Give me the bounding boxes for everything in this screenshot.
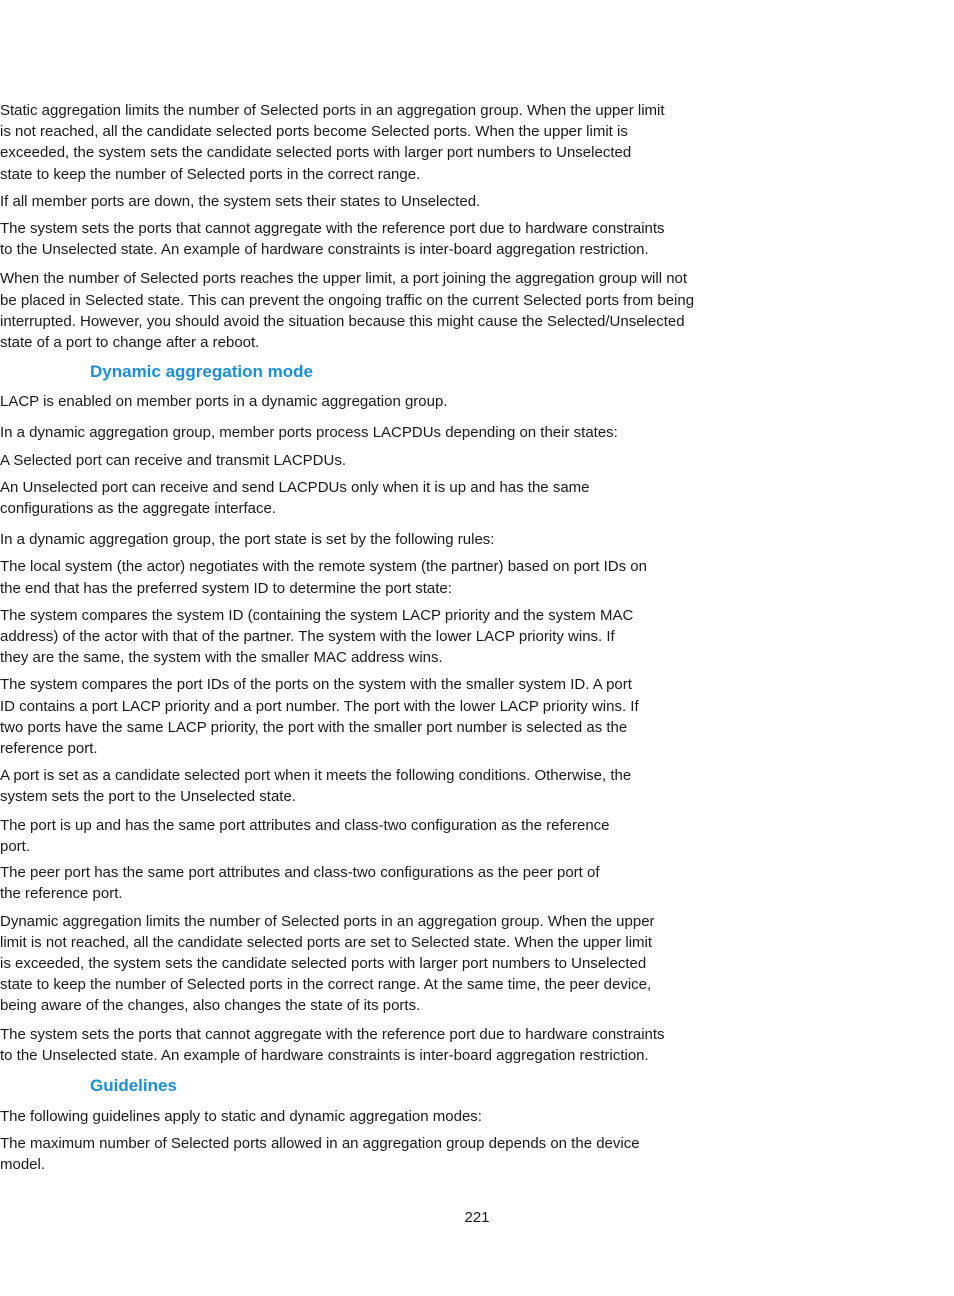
list-item: Static aggregation limits the number of Selected ports in an aggregation group. When the upper limit is not reached, all the candidate selected ports become Selected ports. When the upper limit is exceeded, the system sets the candidate selected ports with larger port numbers to Unselected state to keep the number of Selected ports in the correct range. [0,100,667,185]
paragraph: When the number of Selected ports reaches the upper limit, a port joining the aggregation group will not be placed in Selected state. This can prevent the ongoing traffic on the current Selected ports from being interrupted. However, you should avoid the situation because this might cause the Selected/Unselected state of a port to change after a reboot. [0,270,695,352]
sub-item-text: The port is up and has the same port attributes and class-two configuration as the reference port. [0,816,610,855]
sub-item [0,815,616,857]
list-item: An Unselected port can receive and send LACPDUs only when it is up and has the same configurations as the aggregate interface. [0,477,667,519]
list-item: The system sets the ports that cannot aggregate with the reference port due to hardware constraints to the Unselected state. An example of hardware constraints is inter-board aggregation restriction. [0,218,667,260]
page-content [0,100,954,1176]
paragraph: In a dynamic aggregation group, member ports process LACPDUs depending on their states: [0,424,618,442]
step-text: The system compares the port IDs of the ports on the system with the smaller system ID. A port ID contains a port LACP priority and a port number. The port with the lower LACP priority wins. If two ports have the same LACP priority, the port with the smaller port number is selected as the reference port. [0,676,639,758]
paragraph: In a dynamic aggregation group, the port state is set by the following rules: [0,531,495,549]
list-item: A Selected port can receive and transmit LACPDUs. [0,450,667,471]
step-text: The system compares the system ID (containing the system LACP priority and the system MAC address) of the actor with that of the partner. The system with the lower LACP priority wins. If they are the same, the system with the smaller MAC address wins. [0,606,634,667]
sub-item [0,862,616,904]
page-number: 221 [464,1209,490,1226]
list-item: Dynamic aggregation limits the number of Selected ports in an aggregation group. When the upper limit is not reached, all the candidate selected ports are set to Selected state. When the upper limit is exceeded, the system sets the candidate selected ports with larger port numbers to Unselected state to keep the number of Selected ports in the correct range. At the same time, the peer device, being aware of the changes, also changes the state of its ports. [0,911,667,1017]
list-item: The system sets the ports that cannot aggregate with the reference port due to hardware constraints to the Unselected state. An example of hardware constraints is inter-board aggregation restriction. [0,1024,667,1066]
numbered-step [0,605,642,669]
numbered-step [0,674,642,759]
paragraph: LACP is enabled on member ports in a dynamic aggregation group. [0,393,448,411]
section-heading-guidelines: Guidelines [90,1075,177,1095]
list-item: If all member ports are down, the system sets their states to Unselected. [0,191,667,212]
list-item: The maximum number of Selected ports allowed in an aggregation group depends on the device model. [0,1133,667,1175]
list-item: The local system (the actor) negotiates with the remote system (the partner) based on port IDs on the end that has the preferred system ID to determine the port state: [0,556,667,598]
section-heading-dynamic: Dynamic aggregation mode [90,362,313,382]
numbered-step [0,765,642,807]
paragraph: The following guidelines apply to static and dynamic aggregation modes: [0,1107,482,1125]
step-text: A port is set as a candidate selected port when it meets the following conditions. Otherwise, the system sets the port to the Unselected state. [0,767,632,806]
sub-item-text: The peer port has the same port attributes and class-two configurations as the peer port of the reference port. [0,864,600,903]
